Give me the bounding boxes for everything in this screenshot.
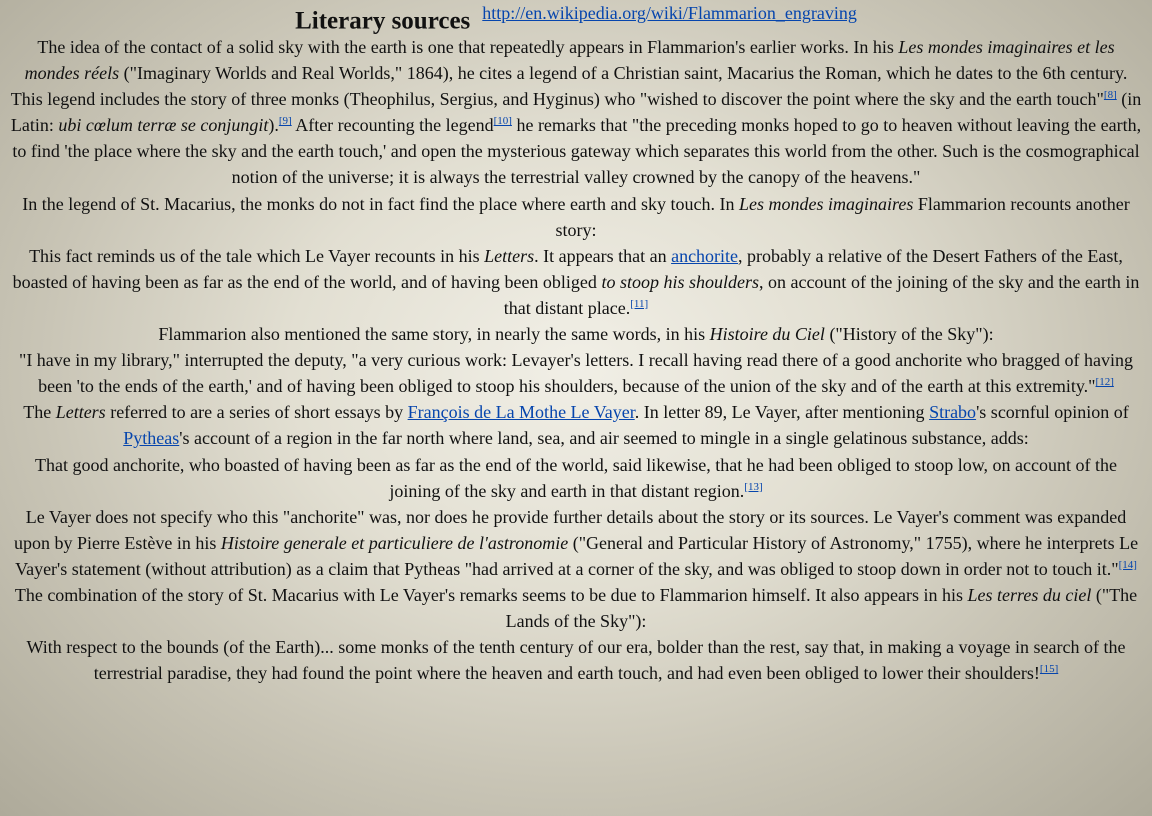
anchorite-link[interactable]: anchorite <box>671 245 739 266</box>
reference-14-link[interactable]: [14] <box>1118 558 1137 571</box>
header <box>8 4 1144 34</box>
italic-latin: ubi cœlum terræ se conjungit <box>58 115 269 136</box>
paragraph-2 <box>8 191 1144 243</box>
text: After recounting the legend <box>291 115 494 136</box>
text: Le Vayer does not specify who this "anchorite" was, nor does he provide further details about the story or its sources. Le Vayer's comment was expanded upon by Pierre Estève in his <box>13 506 1127 553</box>
reference-12-link[interactable]: [12] <box>1095 376 1114 389</box>
paragraph-4 <box>8 321 1144 347</box>
text: . In letter 89, Le Vayer, after mentioning <box>634 402 930 423</box>
text: ("History of the Sky"): <box>824 324 994 345</box>
text: ("The Lands of the Sky"): <box>505 584 1138 632</box>
text: In the legend of St. Macarius, the monks do not in fact find the place where earth and sky touch. In <box>22 193 739 214</box>
text: "I have in my library," interrupted the deputy, "a very curious work: Levayer's letters. I recall having read there of a good anchorite who bragged of having been 'to the ends of the earth,' and of having been obliged to stoop his shoulders, because of the union of the sky and of the earth at this extremity." <box>18 350 1134 397</box>
text: With respect to the bounds (of the Earth)... some monks of the tenth century of our era, bolder than the rest, say that, in making a voyage in search of the terrestrial paradise, they had found the point where the heaven and earth touch, and had even been obliged to lower their shoulders! <box>26 637 1126 684</box>
text: ("General and Particular History of Astronomy," 1755), where he interprets Le Vayer's statement (without attribution) as a claim that Pytheas "had arrived at a corner of the sky, and was obliged to stoop down in order not to touch it." <box>15 532 1139 579</box>
italic-title: Histoire generale et particuliere de l'astronomie <box>220 532 569 553</box>
paragraph-9 <box>8 582 1144 634</box>
reference-11-link[interactable]: [11] <box>630 297 649 310</box>
text: , probably a relative of the Desert Fathers of the East, boasted of having been as far as the end of the world, and of having been obliged <box>12 245 1123 292</box>
italic-phrase: to stoop his shoulders <box>601 271 759 292</box>
text: 's scornful opinion of <box>976 402 1129 423</box>
reference-8-link[interactable]: [8] <box>1103 89 1117 102</box>
text: That good anchorite, who boasted of having been as far as the end of the world, said likewise, that he had been obliged to stoop low, on account of the joining of the sky and earth in that distant region. <box>34 454 1118 501</box>
paragraph-10 <box>8 634 1144 686</box>
paragraph-3 <box>8 243 1144 321</box>
reference-15-link[interactable]: [15] <box>1039 663 1059 676</box>
paragraph-5 <box>8 347 1144 399</box>
italic-title: Letters <box>55 402 106 423</box>
page-title: Literary sources <box>295 7 471 35</box>
paragraph-8 <box>8 504 1144 582</box>
italic-title: Histoire du Ciel <box>709 324 825 345</box>
pytheas-link[interactable]: Pytheas <box>123 428 180 449</box>
italic-title: Les mondes imaginaires <box>739 193 914 214</box>
text: 's account of a region in the far north where land, sea, and air seemed to mingle in a single gelatinous substance, adds: <box>179 428 1029 449</box>
text: (in Latin: <box>10 89 1142 136</box>
text: . It appears that an <box>534 245 672 266</box>
text: ("Imaginary Worlds and Real Worlds," 1864), he cites a legend of a Christian saint, Macarius the Roman, which he dates to the 6th century. This legend includes the story of three monks (Theophilus, Sergius, and Hyginus) who "wished to discover the point where the sky and the earth touch" <box>10 63 1128 110</box>
text: , on account of the joining of the sky and the earth in that distant place. <box>503 271 1140 318</box>
reference-9-link[interactable]: [9] <box>278 115 292 128</box>
text: This fact reminds us of the tale which Le Vayer recounts in his <box>29 245 485 266</box>
italic-title: Letters <box>484 245 535 266</box>
italic-title: Les mondes imaginaires et les mondes réels <box>24 37 1115 84</box>
text: ). <box>268 115 279 136</box>
paragraph-7 <box>8 452 1144 504</box>
paragraph-1 <box>8 34 1144 191</box>
text: The combination of the story of St. Macarius with Le Vayer's remarks seems to be due to Flammarion himself. It also appears in his <box>14 584 968 605</box>
reference-13-link[interactable]: [13] <box>744 480 763 493</box>
reference-10-link[interactable]: [10] <box>493 115 512 128</box>
italic-title: Les terres du ciel <box>967 584 1092 605</box>
text: Flammarion also mentioned the same story, in nearly the same words, in his <box>158 324 710 345</box>
text: Flammarion recounts another story: <box>555 193 1130 240</box>
text: he remarks that "the preceding monks hoped to go to heaven without leaving the earth, to find 'the place where the sky and the earth touch,' and open the mysterious gateway which separates this world from the other. Such is the cosmographical notion of the universe; it is always the terrestrial valley crowned by the canopy of the heavens." <box>12 115 1142 188</box>
le-vayer-link[interactable]: François de La Mothe Le Vayer <box>407 402 635 423</box>
text: The idea of the contact of a solid sky with the earth is one that repeatedly appears in Flammarion's earlier works. In his <box>37 37 899 57</box>
paragraph-6 <box>8 399 1144 451</box>
text: The <box>23 402 56 423</box>
text: referred to are a series of short essays by <box>105 402 408 423</box>
source-link[interactable]: http://en.wikipedia.org/wiki/Flammarion_engraving <box>482 3 857 23</box>
strabo-link[interactable]: Strabo <box>929 402 977 423</box>
